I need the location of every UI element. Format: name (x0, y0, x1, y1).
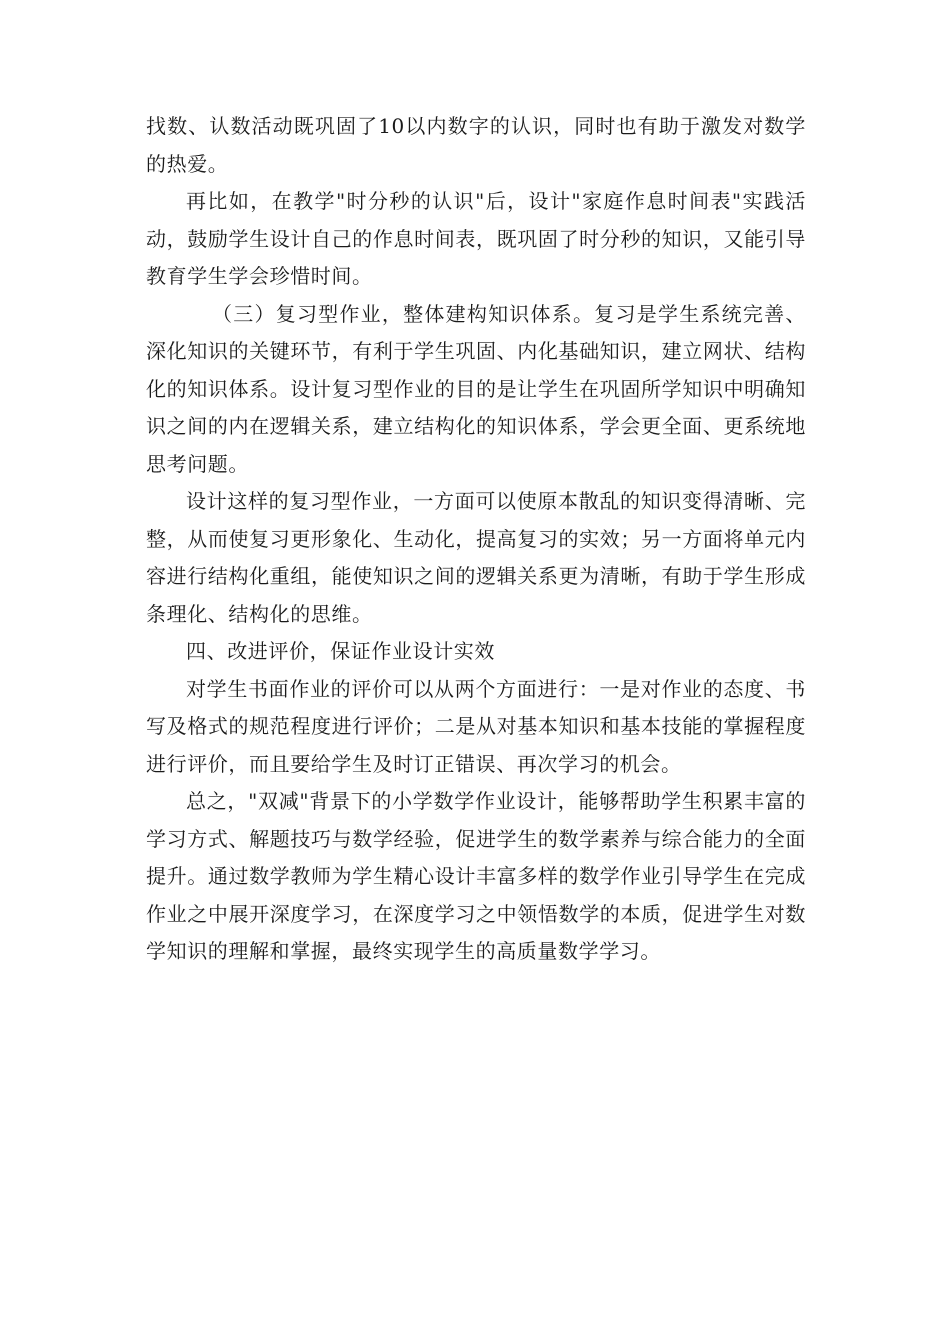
paragraph-continuation: 找数、认数活动既巩固了10以内数字的认识，同时也有助于激发对数学的热爱。 (146, 114, 806, 176)
document-page (146, 108, 806, 971)
paragraph-evaluation: 对学生书面作业的评价可以从两个方面进行：一是对作业的态度、书写及格式的规范程度进行评价；二是从对基本知识和基本技能的掌握程度进行评价，而且要给学生及时订正错误、再次学习的机会。 (146, 676, 806, 776)
paragraph-review-homework: （三）复习型作业，整体建构知识体系。复习是学生系统完善、深化知识的关键环节，有利于学生巩固、内化基础知识，建立网状、结构化的知识体系。设计复习型作业的目的是让学生在巩固所学知识中明确知识之间的内在逻辑关系，建立结构化的知识体系，学会更全面、更系统地思考问题。 (146, 301, 806, 476)
paragraph-review-design: 设计这样的复习型作业，一方面可以使原本散乱的知识变得清晰、完整，从而使复习更形象化、生动化，提高复习的实效；另一方面将单元内容进行结构化重组，能使知识之间的逻辑关系更为清晰，有助于学生形成条理化、结构化的思维。 (146, 489, 806, 626)
paragraph-conclusion: 总之，"双减"背景下的小学数学作业设计，能够帮助学生积累丰富的学习方式、解题技巧与数学经验，促进学生的数学素养与综合能力的全面提升。通过数学教师为学生精心设计丰富多样的数学作业引导学生在完成作业之中展开深度学习，在深度学习之中领悟数学的本质，促进学生对数学知识的理解和掌握，最终实现学生的高质量数学学习。 (146, 789, 806, 963)
paragraph-time-schedule: 再比如，在教学"时分秒的认识"后，设计"家庭作息时间表"实践活动，鼓励学生设计自己的作息时间表，既巩固了时分秒的知识，又能引导教育学生学会珍惜时间。 (146, 189, 806, 288)
section-heading-evaluation: 四、改进评价，保证作业设计实效 (186, 639, 495, 663)
